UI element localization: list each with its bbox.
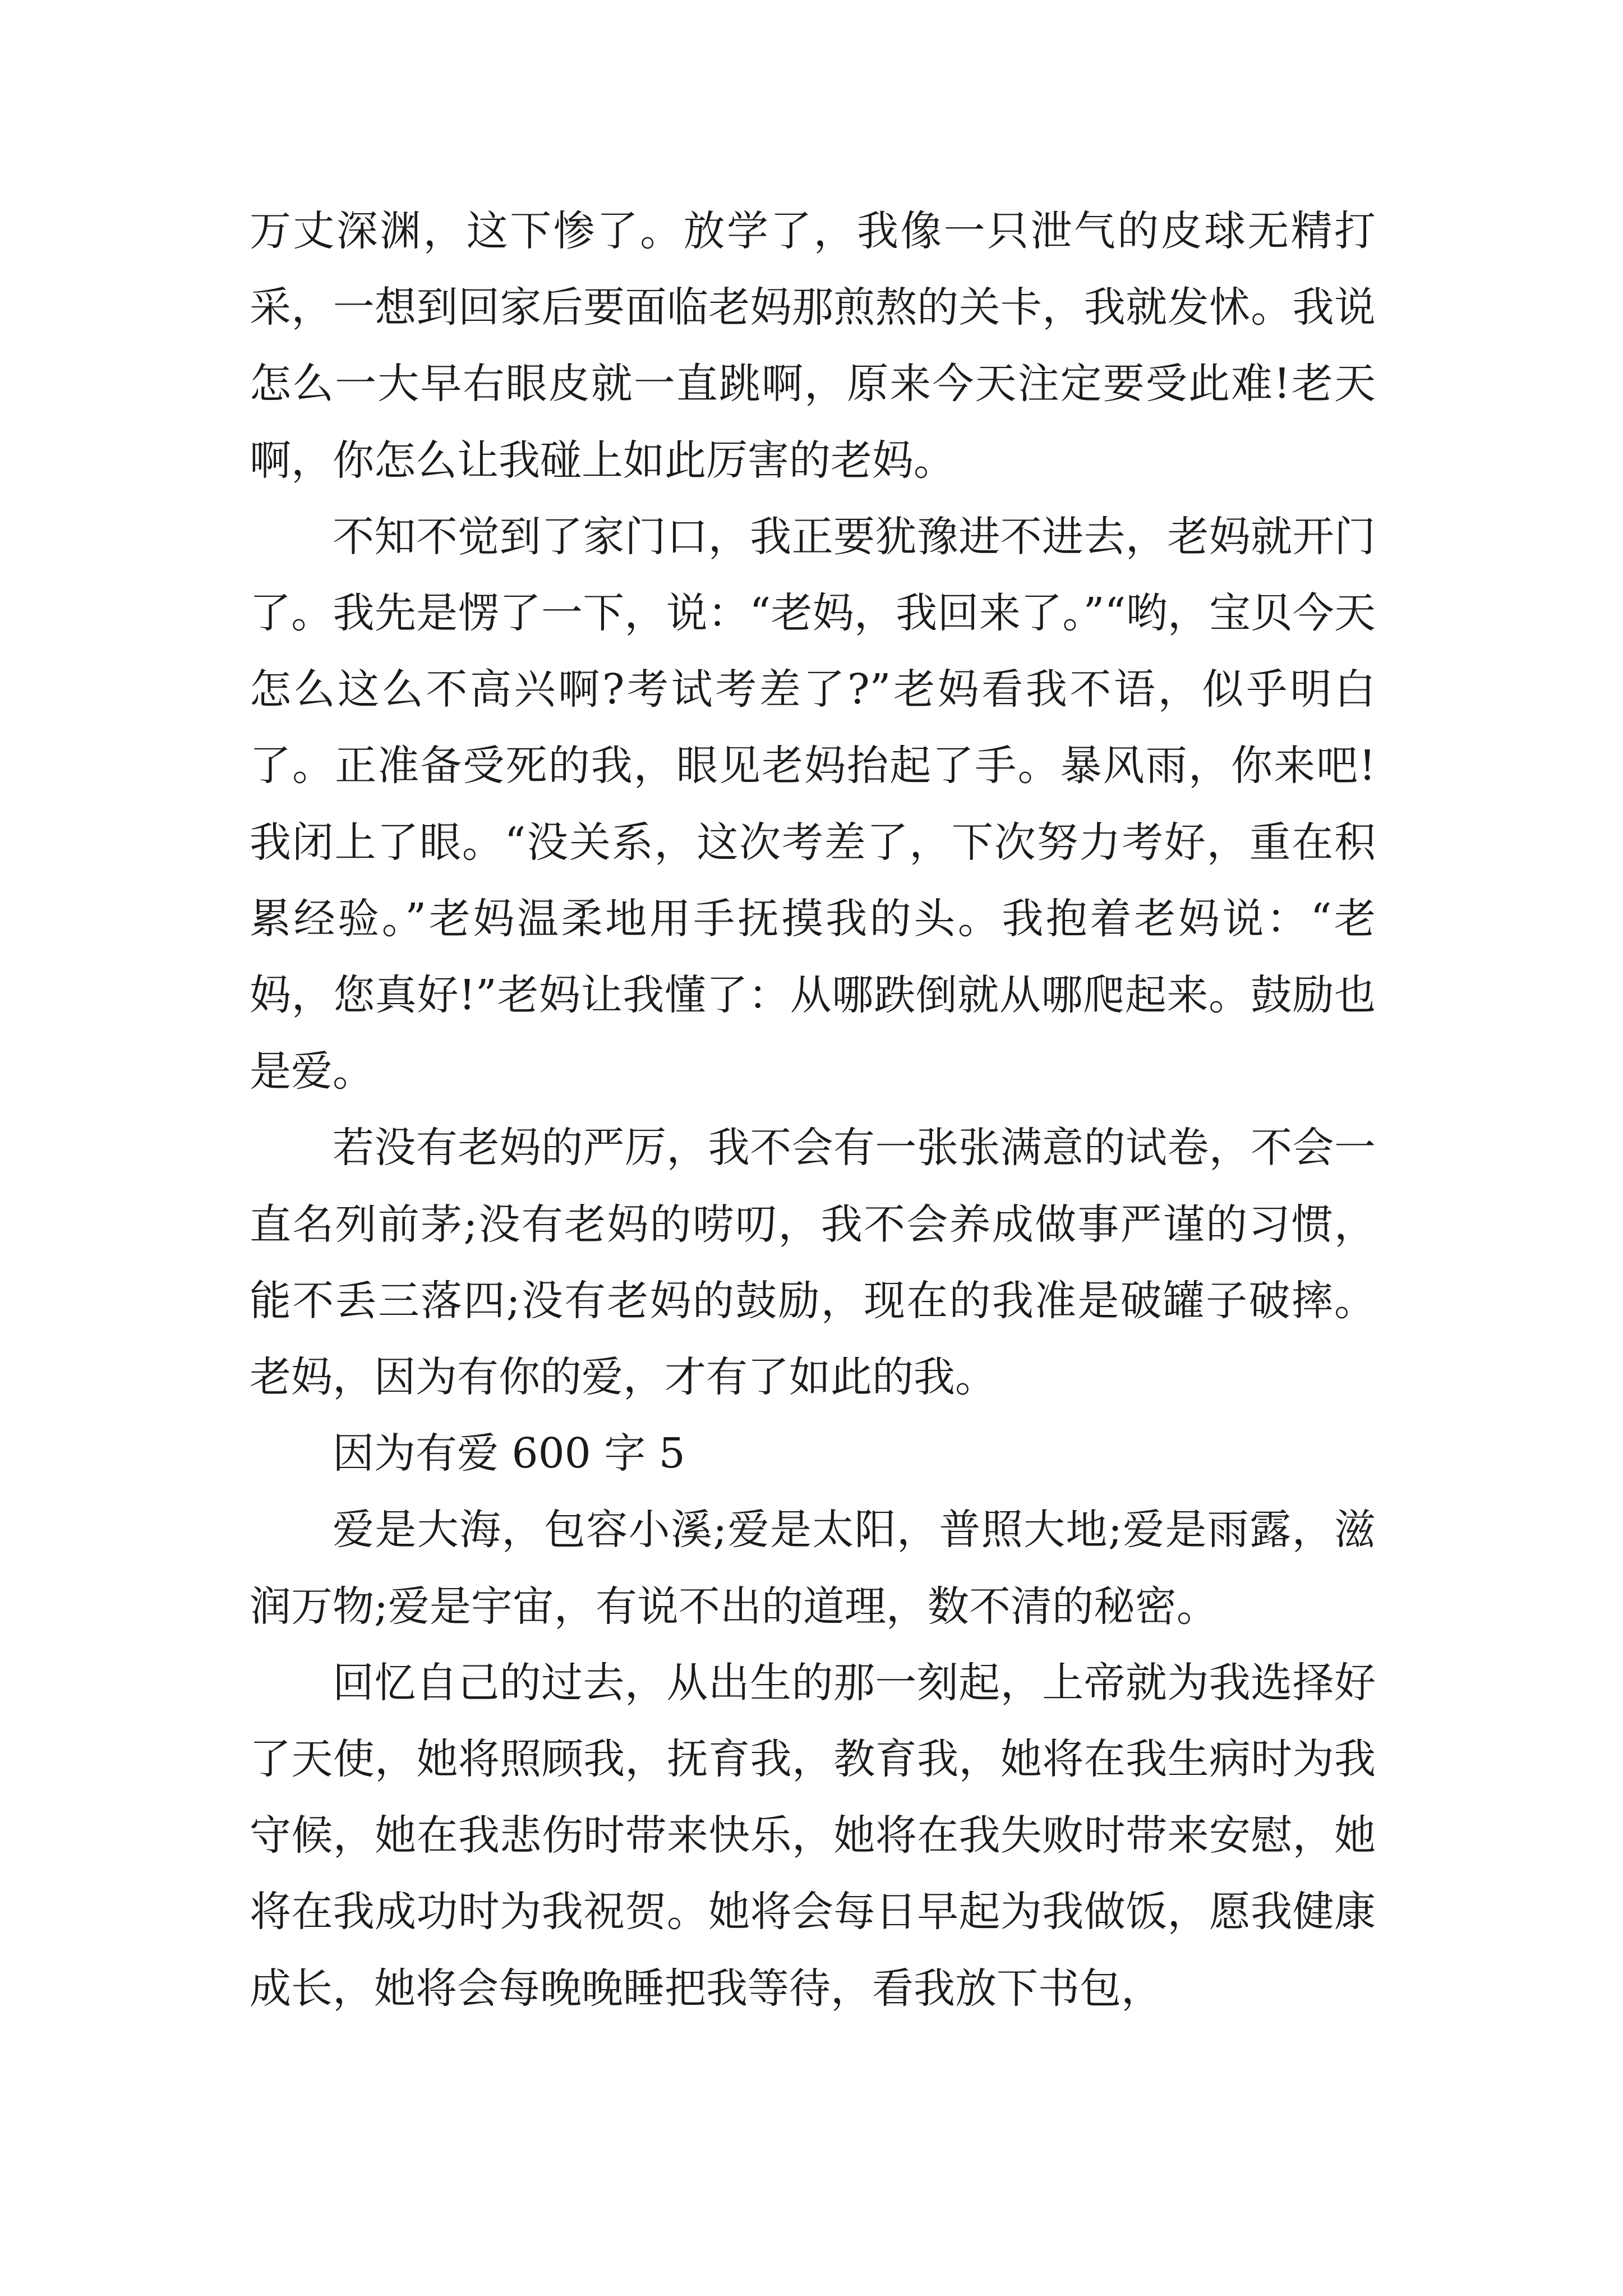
section-heading: 因为有爱 600 字 5 (333, 1429, 685, 1478)
paragraph-3: 若没有老妈的严厉，我不会有一张张满意的试卷，不会一直名列前茅;没有老妈的唠叨，我不会养成做事严谨的习惯，能不丢三落四;没有老妈的鼓励，现在的我准是破罐子破摔。老妈，因为有你的爱，才有了如此的我。 (250, 1124, 1376, 1402)
document-body (250, 193, 1376, 2027)
paragraph-4: 爱是大海，包容小溪;爱是太阳，普照大地;爱是雨露，滋润万物;爱是宇宙，有说不出的道理，数不清的秘密。 (250, 1506, 1376, 1631)
paragraph-2: 不知不觉到了家门口，我正要犹豫进不进去，老妈就开门了。我先是愣了一下，说：“老妈，我回来了。”“哟，宝贝今天怎么这么不高兴啊?考试考差了?”老妈看我不语，似乎明白了。正准备受死的我，眼见老妈抬起了手。暴风雨，你来吧!我闭上了眼。“没关系，这次考差了，下次努力考好，重在积累经验。”老妈温柔地用手抚摸我的头。我抱着老妈说：“老妈，您真好!”老妈让我懂了：从哪跌倒就从哪爬起来。鼓励也是爱。 (250, 512, 1376, 1096)
paragraph-1: 万丈深渊，这下惨了。放学了，我像一只泄气的皮球无精打采，一想到回家后要面临老妈那煎熬的关卡，我就发怵。我说怎么一大早右眼皮就一直跳啊，原来今天注定要受此难!老天啊，你怎么让我碰上如此厉害的老妈。 (250, 207, 1376, 485)
paragraph-5: 回忆自己的过去，从出生的那一刻起，上帝就为我选择好了天使，她将照顾我，抚育我，教育我，她将在我生病时为我守候，她在我悲伤时带来快乐，她将在我失败时带来安慰，她将在我成功时为我祝贺。她将会每日早起为我做饭，愿我健康成长，她将会每晚晚睡把我等待，看我放下书包， (250, 1658, 1376, 2013)
